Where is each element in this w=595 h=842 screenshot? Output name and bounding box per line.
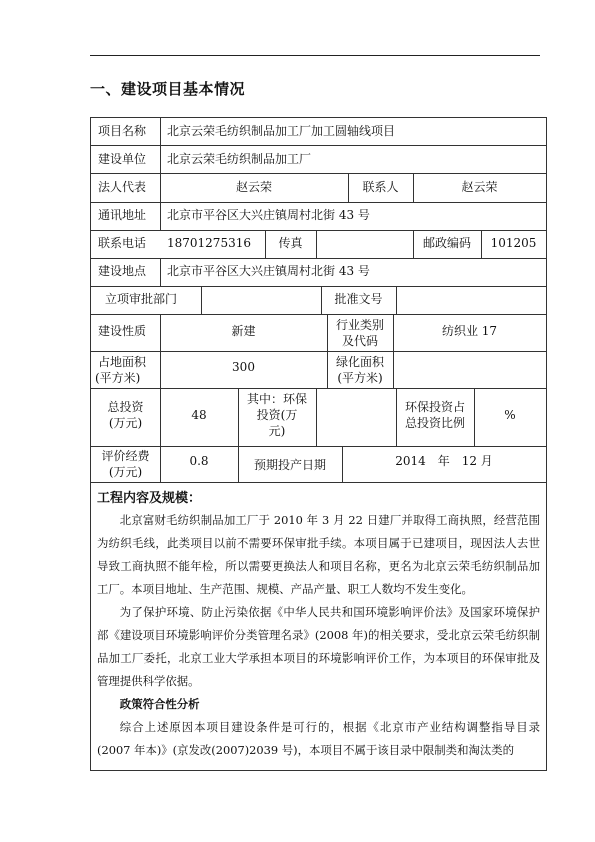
area-label: 占地面积 (98, 355, 147, 369)
site-label: 建设地点 (98, 264, 147, 278)
row-divider (91, 482, 546, 483)
scope-paragraph: 北京富财毛纺织制品加工厂于 2010 年 3 月 22 日建厂并取得工商执照，经营范围为纺织毛线，此类项目以前不需要环保审批手续。本项目属于已建项目，现因法人去世导致工商执照不能年检，所以需要更换法人和项目名称，更名为北京云荣毛纺织制品加工厂。本项目地址、生产范围、规模、产品产量、职工人数均不发生变化。 (97, 513, 540, 596)
env-ratio-label: 总投资比例 (404, 416, 465, 430)
green-label: 绿化面积 (335, 355, 384, 369)
investment-value: 48 (191, 408, 207, 422)
approval-dept-label: 立项审批部门 (105, 292, 178, 306)
address-label: 通讯地址 (98, 208, 147, 222)
contact-label: 联系人 (362, 180, 399, 194)
site-value: 北京市平谷区大兴庄镇周村北街 43 号 (167, 264, 370, 278)
project-name-value: 北京云荣毛纺织制品加工厂加工圆轴线项目 (167, 124, 396, 138)
eval-fee-value: 0.8 (189, 454, 209, 468)
industry-label: 及代码 (341, 334, 378, 348)
production-date-value: 2014 年 12 月 (395, 454, 493, 468)
postcode-value: 101205 (490, 236, 537, 250)
env-invest-label: 元) (268, 424, 286, 438)
postcode-label: 邮政编码 (422, 236, 471, 250)
eval-fee-label: (万元) (108, 465, 143, 479)
col-divider (160, 118, 161, 230)
area-label: (平方米) (95, 371, 141, 385)
env-invest-label: 投资(万 (256, 408, 298, 422)
construction-unit-label: 建设单位 (98, 152, 147, 166)
industry-value: 纺织业 17 (441, 324, 498, 338)
scope-paragraph: 为了保护环境、防止污染依据《中华人民共和国环境影响评价法》及国家环境保护部《建设项目环境影响评价分类管理名录》(2008 年)的相关要求，受北京云荣毛纺织制品加工厂委托，北京工业大学承担本项目的环境影响评价工作，为本项目的环保审批及管理提供科学依据。 (97, 605, 540, 688)
col-divider (396, 286, 397, 314)
policy-title: 政策符合性分析 (119, 697, 200, 711)
phone-label: 联系电话 (98, 236, 147, 250)
production-date-label: 预期投产日期 (253, 458, 326, 472)
eval-fee-label: 评价经费 (101, 449, 150, 463)
contact-value: 赵云荣 (461, 180, 498, 194)
investment-label: (万元) (108, 416, 143, 430)
phone-value: 18701275316 (167, 236, 251, 250)
col-divider (316, 388, 317, 446)
row-divider (91, 230, 546, 231)
section-heading: 一、建设项目基本情况 (90, 80, 246, 98)
green-label: (平方米) (337, 371, 383, 385)
policy-paragraph: 综合上述原因本项目建设条件是可行的，根据《北京市产业结构调整指导目录(2007 年本)》(京发改(2007)2039 号)，本项目不属于该目录中限制类和淘汰类的 (97, 720, 540, 757)
project-name-label: 项目名称 (98, 124, 147, 138)
area-value: 300 (232, 360, 255, 374)
col-divider (316, 230, 317, 258)
approval-no-label: 批准文号 (334, 292, 383, 306)
legal-rep-label: 法人代表 (98, 180, 147, 194)
investment-label: 总投资 (107, 400, 144, 414)
col-divider (201, 286, 202, 314)
fax-label: 传真 (278, 236, 303, 250)
construction-unit-value: 北京云荣毛纺织制品加工厂 (167, 152, 312, 166)
env-ratio-label: 环保投资占 (404, 400, 465, 414)
nature-label: 建设性质 (98, 324, 147, 338)
row-divider (91, 286, 546, 287)
industry-label: 行业类别 (335, 318, 384, 332)
env-invest-label: 其中：环保 (246, 392, 307, 406)
address-value: 北京市平谷区大兴庄镇周村北街 43 号 (167, 208, 370, 222)
header-rule (90, 55, 540, 56)
col-divider (160, 258, 161, 286)
project-info-form (90, 117, 547, 771)
env-ratio-value: % (504, 408, 516, 422)
scope-title: 工程内容及规模： (97, 491, 202, 506)
legal-rep-value: 赵云荣 (235, 180, 272, 194)
nature-value: 新建 (231, 324, 256, 338)
